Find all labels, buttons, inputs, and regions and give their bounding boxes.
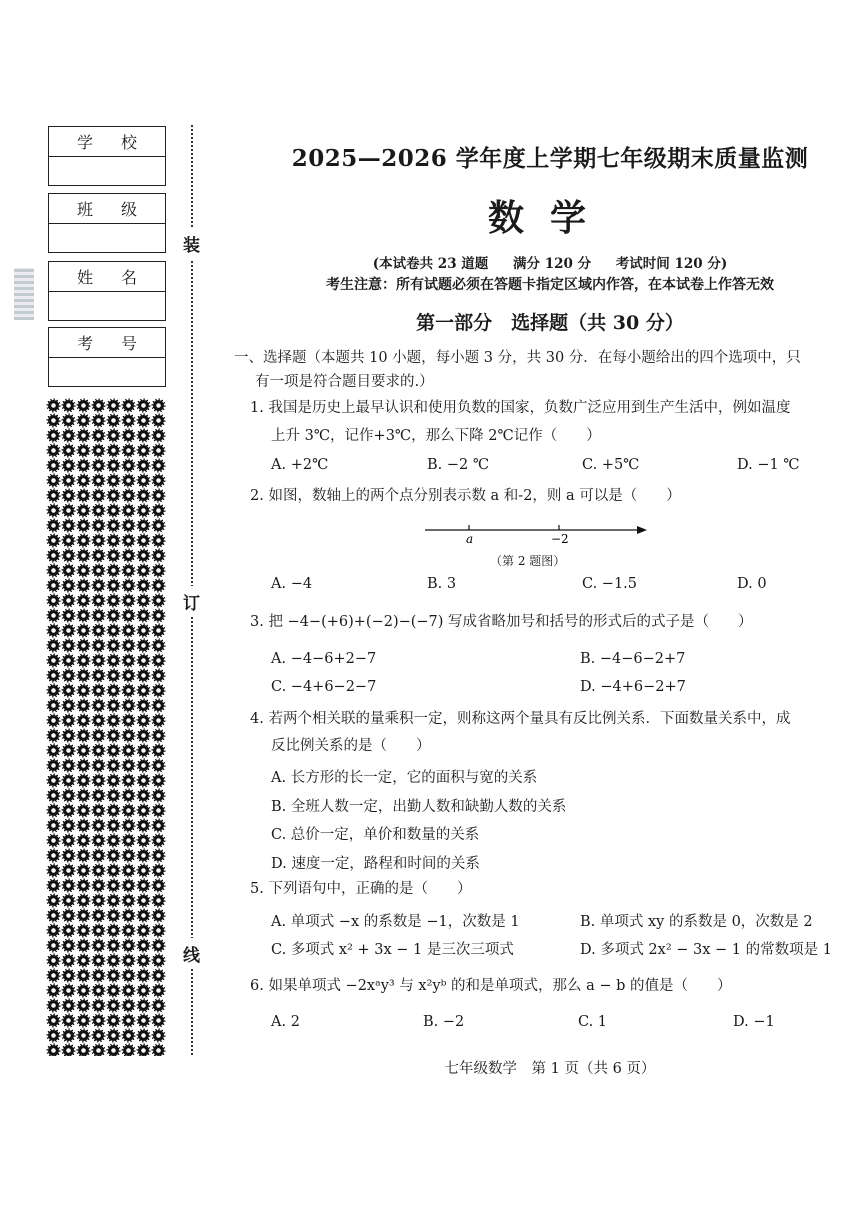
- q6-option-d[interactable]: D. −1: [733, 1014, 775, 1030]
- exam-meta: [250, 252, 850, 272]
- q6-option-c[interactable]: C. 1: [578, 1014, 608, 1030]
- q4-option-c[interactable]: C. 总价一定，单价和数量的关系: [271, 827, 480, 843]
- q2-figure-caption: （第 2 题图）: [490, 554, 566, 568]
- q3-option-b[interactable]: B. −4−6−2+7: [580, 651, 686, 667]
- section-line-2: 有一项是符合题目要求的.）: [255, 374, 434, 390]
- q6-option-a[interactable]: A. 2: [271, 1014, 300, 1030]
- meta-time: 考试时间 120 分): [615, 256, 728, 272]
- binding-char-zhuang: 装: [183, 228, 200, 259]
- q1-option-b[interactable]: B. −2 ℃: [427, 457, 490, 473]
- q2-option-d[interactable]: D. 0: [737, 576, 767, 592]
- class-label-2: 级: [120, 200, 137, 219]
- q4-line-1: 4. 若两个相关联的量乘积一定，则称这两个量具有反比例关系．下面数量关系中，成: [250, 711, 791, 727]
- subject-title: 数学: [487, 197, 612, 239]
- q3-option-d[interactable]: D. −4+6−2+7: [580, 679, 686, 695]
- q4-line-2: 反比例关系的是（ ）: [271, 738, 431, 754]
- binding-char-xian: 线: [183, 938, 200, 969]
- q1-option-d[interactable]: D. −1 ℃: [737, 457, 800, 473]
- q5-option-a[interactable]: A. 单项式 −x 的系数是 −1，次数是 1: [271, 914, 520, 930]
- point-a-label: a: [466, 532, 474, 544]
- exam-number-box[interactable]: [48, 327, 166, 387]
- q4-option-d[interactable]: D. 速度一定，路程和时间的关系: [271, 856, 480, 872]
- q1-option-a[interactable]: A. +2℃: [271, 457, 329, 473]
- scanner-stamp: [14, 268, 34, 320]
- q6-option-b[interactable]: B. −2: [423, 1014, 465, 1030]
- q5-option-d[interactable]: D. 多项式 2x² − 3x − 1 的常数项是 1: [580, 942, 832, 958]
- number-line-figure: [425, 520, 647, 544]
- q4-option-b[interactable]: B. 全班人数一定，出勤人数和缺勤人数的关系: [271, 799, 567, 815]
- name-label-1: 姓: [76, 268, 93, 287]
- part-title: 第一部分 选择题（共 30 分）: [416, 312, 684, 334]
- binding-char-ding: 订: [183, 586, 200, 617]
- q5-option-b[interactable]: B. 单项式 xy 的系数是 0，次数是 2: [580, 914, 813, 930]
- exam-title: 2025—2026 学年度上学期七年级期末质量监测: [291, 145, 809, 172]
- exam-number-label-1: 考: [76, 334, 93, 353]
- class-label-1: 班: [76, 200, 93, 219]
- q3-option-c[interactable]: C. −4+6−2−7: [271, 679, 377, 695]
- section-line-1: 一、选择题（本题共 10 小题，每小题 3 分，共 30 分．在每小题给出的四个选项中，只: [234, 350, 801, 366]
- q1-option-c[interactable]: C. +5℃: [582, 457, 640, 473]
- q5-line-1: 5. 下列语句中，正确的是（ ）: [250, 881, 472, 897]
- school-label-1: 学: [76, 133, 93, 152]
- class-box[interactable]: [48, 193, 166, 253]
- name-box[interactable]: [48, 261, 166, 321]
- point-minus-two-label: −2: [551, 532, 569, 544]
- exam-notice: 考生注意：所有试题必须在答题卡指定区域内作答，在本试卷上作答无效: [326, 277, 774, 293]
- number-line-arrow: [637, 526, 647, 534]
- meta-questions: (本试卷共 23 道题: [372, 256, 489, 272]
- q5-option-c[interactable]: C. 多项式 x² + 3x − 1 是三次三项式: [271, 942, 514, 958]
- school-box[interactable]: [48, 126, 166, 186]
- page-footer: 七年级数学 第 1 页（共 6 页）: [444, 1061, 656, 1077]
- q2-option-a[interactable]: A. −4: [271, 576, 313, 592]
- q2-option-c[interactable]: C. −1.5: [582, 576, 638, 592]
- decorative-pattern: [46, 398, 166, 1056]
- q4-option-a[interactable]: A. 长方形的长一定，它的面积与宽的关系: [271, 770, 538, 786]
- meta-score: 满分 120 分: [513, 256, 592, 272]
- q2-line-1: 2. 如图，数轴上的两个点分别表示数 a 和-2，则 a 可以是（ ）: [250, 488, 681, 504]
- school-label-2: 校: [120, 133, 137, 152]
- q1-line-1: 1. 我国是历史上最早认识和使用负数的国家，负数广泛应用到生产生活中，例如温度: [250, 400, 791, 416]
- q6-line-1: 6. 如果单项式 −2xᵃy³ 与 x²yᵇ 的和是单项式，那么 a − b 的值是（ ）: [250, 978, 732, 994]
- q1-line-2: 上升 3℃，记作+3℃，那么下降 2℃记作（ ）: [271, 428, 601, 444]
- exam-number-label-2: 号: [120, 334, 137, 353]
- q2-option-b[interactable]: B. 3: [427, 576, 457, 592]
- name-label-2: 名: [120, 268, 137, 287]
- q3-line-1: 3. 把 −4−(+6)+(−2)−(−7) 写成省略加号和括号的形式后的式子是（ ）: [250, 614, 753, 630]
- q3-option-a[interactable]: A. −4−6+2−7: [271, 651, 377, 667]
